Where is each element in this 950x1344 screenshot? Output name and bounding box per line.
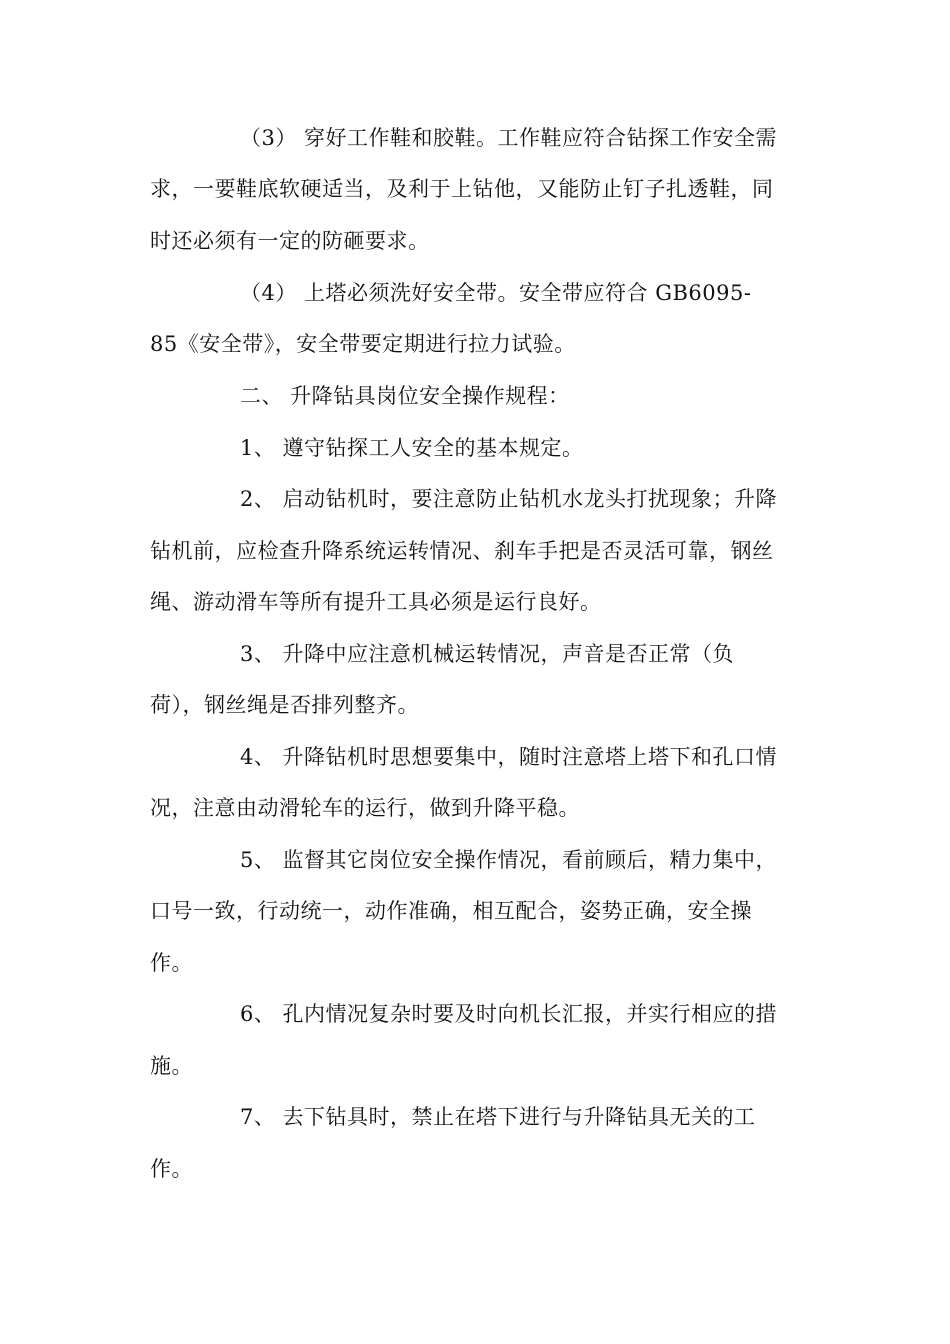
item-2-line-1: 2、 启动钻机时，要注意防止钻机水龙头打扰现象；升降 xyxy=(240,487,778,511)
item-5-line-1: 5、 监督其它岗位安全操作情况，看前顾后，精力集中， xyxy=(240,848,778,872)
item-7-line-1: 7、 去下钻具时，禁止在塔下进行与升降钻具无关的工 xyxy=(240,1105,756,1129)
item-5-line-2: 口号一致，行动统一，动作准确，相互配合，姿势正确，安全操 xyxy=(150,899,752,923)
paragraph-3-line-2: 求，一要鞋底软硬适当，及利于上钻他，又能防止钉子扎透鞋，同 xyxy=(150,177,774,201)
item-2-line-3: 绳、游动滑车等所有提升工具必须是运行良好。 xyxy=(150,590,602,614)
item-7-line-2: 作。 xyxy=(150,1157,193,1181)
item-6-line-1: 6、 孔内情况复杂时要及时向机长汇报，并实行相应的措 xyxy=(240,1002,778,1026)
paragraph-3-line-1: （3） 穿好工作鞋和胶鞋。工作鞋应符合钻探工作安全需 xyxy=(240,126,778,150)
item-1-line-1: 1、 遵守钻探工人安全的基本规定。 xyxy=(240,436,584,460)
item-5-line-3: 作。 xyxy=(150,951,193,975)
item-3-line-1: 3、 升降中应注意机械运转情况，声音是否正常（负 xyxy=(240,642,735,666)
paragraph-4-line-2: 85《安全带》，安全带要定期进行拉力试验。 xyxy=(150,332,576,356)
item-6-line-2: 施。 xyxy=(150,1054,193,1078)
paragraph-3-line-3: 时还必须有一定的防砸要求。 xyxy=(150,229,430,253)
item-3-line-2: 荷），钢丝绳是否排列整齐。 xyxy=(150,693,419,717)
section-heading: 二、 升降钻具岗位安全操作规程： xyxy=(240,384,570,408)
paragraph-4-line-1: （4） 上塔必须洗好安全带。安全带应符合 GB6095- xyxy=(240,281,752,305)
item-4-line-2: 况，注意由动滑轮车的运行，做到升降平稳。 xyxy=(150,796,580,820)
item-2-line-2: 钻机前，应检查升降系统运转情况、刹车手把是否灵活可靠，钢丝 xyxy=(150,539,774,563)
item-4-line-1: 4、 升降钻机时思想要集中，随时注意塔上塔下和孔口情 xyxy=(240,745,778,769)
